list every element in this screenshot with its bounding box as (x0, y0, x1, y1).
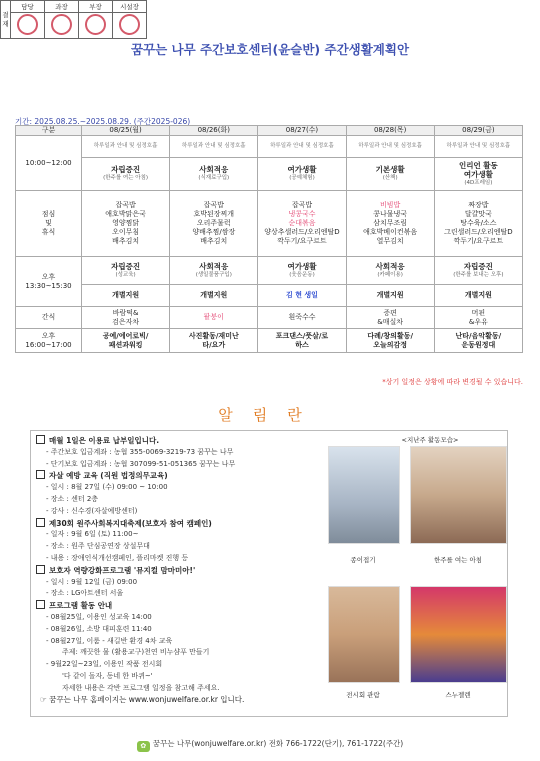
activity-title: 여가생활 (287, 165, 317, 174)
snack-label: 간식 (16, 307, 82, 329)
notice-heading (36, 518, 212, 529)
snack-cell (346, 307, 434, 329)
day-header: 08/27(수) (258, 126, 346, 136)
menu-item: 깍두기/요구르트 (277, 237, 327, 245)
morning-activity (170, 158, 258, 191)
notice-line (62, 671, 153, 681)
activity-title: 자립증진 (111, 165, 141, 174)
activity-sub: (4D프레임) (464, 179, 493, 186)
menu-item: 콩나물냉국 (373, 210, 408, 218)
evening-line: 난타/음악활동/ (455, 331, 502, 340)
activity-sub: (카페이용) (377, 271, 403, 278)
notice-text[interactable]: ☞ 꿈꾸는 나무 홈페이지는 www.wonjuwelfare.or.kr 입니다. (40, 694, 245, 704)
notice-text: - 강사 : 신수경(자살예방센터) (46, 506, 138, 515)
snack-line: 바람떡& (112, 308, 139, 317)
menu-item: 달걀맛국 (464, 210, 492, 218)
activity-title: 사회적응 (199, 261, 229, 271)
evening-line: 오늘의감정 (373, 340, 408, 349)
stamp-icon (17, 14, 38, 35)
menu-item: 잡곡밥 (203, 201, 224, 209)
lunch-menu (434, 191, 522, 257)
evening-line: 공예/에어로빅/ (102, 331, 149, 340)
notice-heading (36, 435, 159, 446)
evening-cell (346, 329, 434, 353)
approval-stamp-box (79, 13, 113, 39)
evening-cell (434, 329, 522, 353)
notice-text: - 9월22일~23일, 이용인 작품 전시회 (46, 660, 163, 669)
morning-note: 하루일과 안내 및 심정호흡 (434, 136, 522, 158)
evening-line: 다례/창의활동/ (367, 331, 413, 340)
notice-text: 프로그램 활동 안내 (49, 601, 113, 611)
notice-text: - 내용 : 장애인식개선캠페인, 플리마켓 진행 등 (46, 554, 189, 562)
activity-title: 사회적응 (199, 165, 229, 174)
notice-line (46, 659, 162, 669)
morning-time: 10:00~12:00 (16, 136, 82, 191)
notice-heading (36, 470, 168, 481)
footer (0, 738, 540, 752)
support-cell: 개별지원 (82, 285, 170, 307)
evening-label-text: 오후 (41, 331, 56, 340)
morning-activity (434, 158, 522, 191)
evening-line: 사진활동/재미난 (188, 331, 239, 340)
menu-item: 비빔밥 (380, 201, 401, 209)
evening-cell (170, 329, 258, 353)
menu-item: 순대볶음 (288, 219, 316, 227)
snack-cell (258, 307, 346, 329)
notice-line (46, 482, 168, 492)
snack-line: &우유 (468, 317, 488, 326)
page-title: 꿈꾸는 나무 주간보호센터(윤슬반) 주간생활계획안 (130, 42, 410, 57)
notice-title: 알림란 (218, 406, 322, 424)
notice-heading (36, 600, 112, 611)
photo-caption: 종이접기 (350, 556, 376, 564)
notice-text: 제30회 원주사회복지대축제(보호자 참여 캠페인) (49, 518, 212, 528)
activity-title: 자립증진 (463, 261, 493, 271)
day-header: 08/28(목) (346, 126, 434, 136)
morning-note: 하루일과 안내 및 심정호흡 (170, 136, 258, 158)
lunch-menu (346, 191, 434, 257)
photo-morning (410, 446, 507, 544)
lunch-label (16, 191, 82, 257)
snack-cell (170, 307, 258, 329)
snack-line: 검은자차 (112, 317, 140, 326)
menu-item: 그린샐러드/오리엔탈D (444, 228, 513, 236)
notice-text: - 08월25일, 이용인 성교육 14:00 (46, 613, 152, 621)
approval-side-label: 결재 (1, 1, 11, 39)
notice-text: - 일자 : 9월 6일 (토) 11:00~ (46, 530, 139, 539)
notice-text: 자세한 내용은 각반 프로그램 일정을 참고해 주세요. (62, 683, 220, 692)
notice-text: 매월 1일은 이용료 납부일입니다. (49, 436, 160, 445)
photo-caption: 스누젤렌 (445, 691, 471, 699)
morning-activity (346, 158, 434, 191)
evening-line: 포크댄스/풋살/로 (275, 331, 329, 340)
support-cell: 개별지원 (434, 285, 522, 307)
stamp-icon (119, 14, 140, 35)
afternoon-activity (258, 257, 346, 285)
snack-line: 머핀 (471, 308, 486, 317)
afternoon-activity (346, 257, 434, 285)
morning-note: 하루일과 안내 및 심정호흡 (258, 136, 346, 158)
lunch-menu (82, 191, 170, 257)
period-label: 기간: 2025.08.25.~2025.08.29. (주간2025-026) (15, 117, 191, 126)
notice-line (62, 647, 209, 657)
notice-line (62, 683, 220, 693)
notice-line (46, 624, 152, 634)
afternoon-activity (82, 257, 170, 285)
photos-header: <지난주 활동모습> (401, 436, 459, 444)
photo-caption: 전시회 관람 (346, 691, 380, 699)
notice-line (40, 695, 244, 705)
approval-role: 부장 (79, 1, 113, 13)
activity-sub: (산책) (382, 175, 398, 181)
footer-text: 꿈꾸는 나무(wonjuwelfare.or.kr) 전화 766-1722(단기), 761-1722(주간) (152, 739, 404, 748)
afternoon-label-text: 오후 (41, 272, 56, 281)
menu-item: 오이무침 (112, 228, 140, 236)
menu-item: 영양찜닭 (112, 219, 140, 227)
menu-item: 짜장밥 (468, 201, 489, 209)
header-label: 구분 (16, 126, 82, 136)
evening-line: 하스 (295, 340, 309, 349)
activity-sub: (식재료구입) (198, 175, 230, 181)
activity-sub: (성교육) (115, 271, 136, 278)
menu-item: 애호박베이컨볶음 (363, 228, 418, 236)
logo-icon: ✿ (137, 741, 150, 752)
afternoon-time: 13:30~15:30 (25, 281, 72, 290)
evening-cell (82, 329, 170, 353)
snack-line: 흰죽수수 (288, 313, 316, 321)
menu-item: 열무김치 (376, 237, 404, 245)
schedule-table (15, 125, 523, 353)
approval-role: 담당 (11, 1, 45, 13)
notice-text: '다 같이 돌자, 동네 한 바퀴~' (62, 672, 153, 680)
menu-item: 오리주물럭 (196, 219, 231, 227)
approval-role: 시설장 (113, 1, 147, 13)
snack-line: 팥붕이 (203, 313, 224, 321)
birthday-cell: 김 현 생일 (258, 285, 346, 307)
stamp-icon (51, 14, 72, 35)
activity-title: 사회적응 (375, 261, 405, 271)
schedule-disclaimer: *상기 일정은 상황에 따라 변경될 수 있습니다. (382, 378, 523, 386)
day-header: 08/26(화) (170, 126, 258, 136)
menu-item: 배추김치 (112, 237, 140, 245)
snack-cell (82, 307, 170, 329)
notice-heading (36, 565, 195, 576)
day-header: 08/29(금) (434, 126, 522, 136)
notice-text: - 주간보호 입금계좌 : 농협 355-0069-3219-73 꿈꾸는 나무 (46, 447, 234, 456)
lunch-label-line: 점심 (41, 210, 56, 218)
notice-line (46, 541, 150, 551)
checkbox-icon (36, 565, 45, 574)
approval-stamp-box (113, 13, 147, 39)
morning-note: 하루일과 안내 및 심정호흡 (82, 136, 170, 158)
notice-line (46, 553, 188, 563)
checkbox-icon (36, 600, 45, 609)
checkbox-icon (36, 518, 45, 527)
notice-line (46, 447, 233, 457)
menu-item: 호박된장찌개 (193, 210, 235, 218)
lunch-label-line: 휴식 (41, 228, 56, 236)
menu-item: 양상추샐러드/오리엔탈D (264, 228, 340, 236)
notice-line (46, 636, 172, 646)
activity-sub: (웃음운동) (289, 271, 315, 278)
checkbox-icon (36, 470, 45, 479)
menu-item: 탕수육/소스 (460, 219, 497, 227)
approval-table (0, 0, 147, 39)
menu-item: 잡곡밥 (291, 201, 313, 209)
menu-item: 애호박맑은국 (105, 210, 146, 218)
notice-text: - 장소 : 원주 단심공연장 상설무대 (46, 542, 150, 551)
snack-line: 증편 (383, 308, 397, 317)
notice-text: - 장소 : LG아트센터 서울 (46, 589, 124, 598)
activity-sub: (한주를 여는 아침) (103, 175, 149, 181)
notice-text: - 08월26일, 소방 대피훈련 11:40 (46, 624, 152, 633)
notice-text: 자살 예방 교육 (직원 법정의무교육) (49, 471, 168, 481)
lunch-menu (258, 191, 346, 257)
activity-title: 여가생활 (287, 261, 317, 271)
checkbox-icon (36, 435, 45, 444)
photo-exhibition (328, 586, 400, 683)
notice-text: 보호자 역량강화프로그램 '뮤지컬 맘마미아!' (49, 565, 196, 575)
support-cell: 개별지원 (346, 285, 434, 307)
afternoon-label (16, 257, 82, 307)
morning-activity (82, 158, 170, 191)
evening-label (16, 329, 82, 353)
morning-activity (258, 158, 346, 191)
photo-origami (328, 446, 400, 544)
notice-line (46, 529, 138, 539)
notice-line (46, 577, 137, 587)
evening-line: 운동원정대 (461, 340, 496, 349)
lunch-menu (170, 191, 258, 257)
activity-sub: (공예체험) (289, 175, 315, 181)
approval-role: 과장 (45, 1, 79, 13)
menu-item: 삼치무조림 (373, 219, 408, 227)
notice-line (46, 506, 137, 516)
afternoon-activity (170, 257, 258, 285)
approval-stamp-box (11, 13, 45, 39)
menu-item: 깍두기/요구르트 (453, 237, 504, 245)
notice-text: - 단기보호 입금계좌 : 농협 307099-51-051365 꿈꾸는 나무 (46, 459, 236, 468)
stamp-icon (85, 14, 106, 35)
evening-cell (258, 329, 346, 353)
menu-item: 냉콩국수 (288, 210, 316, 218)
notice-text: - 08월27일, 이룸 - 새길반 환경 4차 교육 (46, 636, 173, 645)
support-cell: 개별지원 (170, 285, 258, 307)
menu-item: 잡곡밥 (115, 201, 136, 209)
snack-cell (434, 307, 522, 329)
menu-item: 양배추찜/쌈장 (192, 228, 236, 236)
evening-line: 타/요가 (202, 340, 226, 349)
photo-snoezelen (410, 586, 507, 683)
activity-title-2: 여가생활 (463, 169, 493, 179)
notice-text: - 장소 : 센터 2층 (46, 495, 99, 503)
snack-line: &매실차 (377, 317, 404, 326)
approval-stamp-box (45, 13, 79, 39)
notice-text: - 일시 : 8월 27일 (수) 09:00 ~ 10:00 (46, 483, 168, 492)
afternoon-activity (434, 257, 522, 285)
notice-line (46, 612, 152, 622)
activity-title: 인리언 활동 (458, 160, 498, 170)
menu-item: 배추김치 (200, 237, 228, 245)
notice-text: - 일시 : 9월 12일 (금) 09:00 (46, 577, 138, 586)
day-header: 08/25(월) (82, 126, 170, 136)
photo-caption: 한주를 여는 아침 (433, 556, 483, 564)
notice-line (46, 494, 98, 504)
evening-time: 16:00~17:00 (25, 340, 72, 349)
notice-line (46, 588, 123, 598)
activity-sub: (한주를 보내는 오후) (453, 271, 504, 278)
notice-text: 주제: 깨끗한 물 (활용교구)천연 비누샴푸 만들기 (62, 648, 210, 657)
notice-line (46, 459, 235, 469)
lunch-label-line: 및 (45, 219, 52, 227)
activity-title: 기본생활 (375, 165, 405, 174)
evening-line: 패션과워킹 (108, 340, 143, 349)
activity-sub: (생일물품구입) (195, 271, 232, 278)
morning-note: 하루일과 안내 및 심정호흡 (346, 136, 434, 158)
activity-title: 자립증진 (111, 261, 141, 271)
